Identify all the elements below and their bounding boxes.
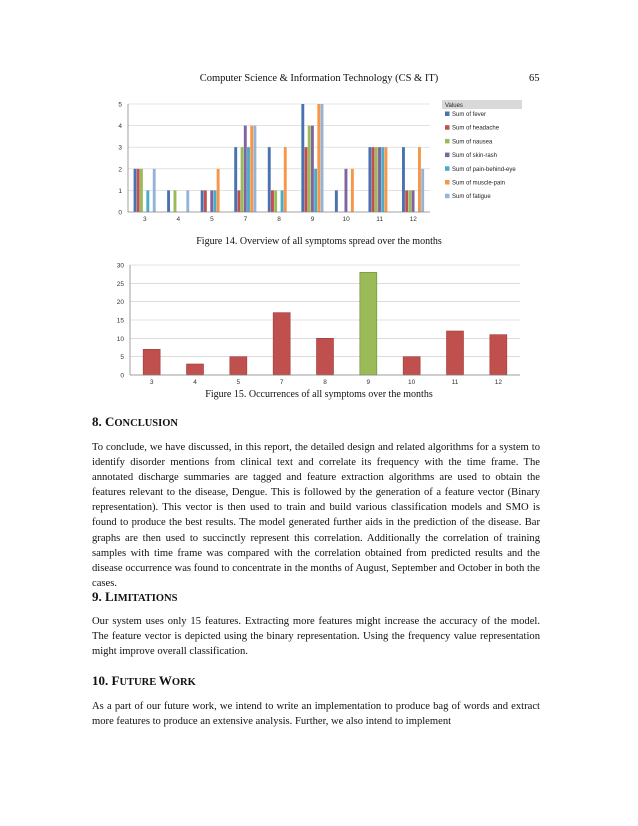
legend-swatch xyxy=(445,125,450,130)
x-tick-label: 7 xyxy=(279,379,284,386)
x-tick-label: 7 xyxy=(243,216,248,223)
legend-swatch xyxy=(445,166,450,171)
bar xyxy=(305,147,308,212)
y-tick-label: 5 xyxy=(120,354,124,362)
section-heading-limitations: 9. LIMITATIONS xyxy=(92,589,178,604)
section-heading-conclusion: 8. CONCLUSION xyxy=(92,414,178,429)
x-tick-label: 9 xyxy=(310,216,315,223)
bar xyxy=(230,357,247,375)
bar xyxy=(241,147,244,212)
x-tick-label: 12 xyxy=(409,216,417,223)
legend-swatch xyxy=(445,112,450,117)
legend-title: Values xyxy=(445,103,463,109)
x-tick-label: 8 xyxy=(277,216,281,223)
bar xyxy=(244,126,247,212)
bar xyxy=(284,147,287,212)
y-tick-label: 10 xyxy=(116,335,124,343)
y-tick-label: 25 xyxy=(116,280,124,288)
x-tick-label: 3 xyxy=(149,379,154,386)
y-tick-label: 1 xyxy=(118,187,122,195)
y-tick-label: 15 xyxy=(116,317,124,325)
x-tick-label: 9 xyxy=(366,379,371,386)
bar xyxy=(335,190,338,212)
bar xyxy=(281,190,284,212)
legend-label: Sum of muscle-pain xyxy=(452,180,506,187)
legend-swatch xyxy=(445,153,450,158)
y-tick-label: 0 xyxy=(120,372,124,380)
bar xyxy=(412,190,415,212)
bar xyxy=(146,190,149,212)
y-tick-label: 0 xyxy=(118,209,122,217)
x-tick-label: 5 xyxy=(236,379,241,386)
bar xyxy=(368,147,371,212)
y-tick-label: 3 xyxy=(118,144,122,152)
bar xyxy=(268,147,271,212)
x-tick-label: 10 xyxy=(408,379,416,386)
bar xyxy=(351,169,354,212)
x-tick-label: 12 xyxy=(494,379,502,386)
bar xyxy=(247,147,250,212)
bar xyxy=(372,147,375,212)
legend-label: Sum of fever xyxy=(452,112,487,118)
bar xyxy=(402,147,405,212)
bar xyxy=(384,147,387,212)
x-tick-label: 8 xyxy=(323,379,327,386)
bar xyxy=(187,364,204,375)
y-tick-label: 4 xyxy=(118,123,122,131)
y-tick-label: 2 xyxy=(118,166,122,174)
bar xyxy=(378,147,381,212)
bar xyxy=(308,126,311,212)
bar xyxy=(217,169,220,212)
bar xyxy=(273,313,290,375)
legend-label: Sum of headache xyxy=(452,125,500,132)
bar xyxy=(403,357,420,375)
bar xyxy=(421,169,424,212)
bar xyxy=(167,190,170,212)
x-tick-label: 3 xyxy=(142,216,147,223)
bar xyxy=(201,190,204,212)
bar xyxy=(237,190,240,212)
limitations-paragraph: Our system uses only 15 features. Extracting more features might increase the accuracy of the model. The feature vector is depicted using the binary representation. Using the frequency value representation might improve overall classification. xyxy=(92,616,540,658)
legend-swatch xyxy=(445,180,450,185)
bar xyxy=(345,169,348,212)
x-tick-label: 5 xyxy=(210,216,214,223)
figure15-caption: Figure 15. Occurrences of all symptoms over the months xyxy=(205,389,433,400)
bar xyxy=(234,147,237,212)
x-tick-label: 10 xyxy=(342,216,350,223)
page-number: 65 xyxy=(529,73,540,84)
bar xyxy=(137,169,140,212)
bar xyxy=(186,190,189,212)
bar xyxy=(375,147,378,212)
bar xyxy=(250,126,253,212)
bar xyxy=(204,190,207,212)
bar xyxy=(360,272,377,375)
section-heading-future-work: 10. FUTURE WORK xyxy=(92,673,196,688)
y-tick-label: 30 xyxy=(116,262,124,270)
bar xyxy=(447,331,464,375)
bar xyxy=(174,190,177,212)
bar xyxy=(408,190,411,212)
symptoms-overview-chart xyxy=(108,94,528,228)
bar xyxy=(405,190,408,212)
running-header: Computer Science & Information Technology (CS & IT) xyxy=(199,73,439,84)
bar xyxy=(311,126,314,212)
bar xyxy=(153,169,156,212)
legend-swatch xyxy=(445,194,450,199)
bar xyxy=(143,349,160,375)
x-tick-label: 4 xyxy=(176,216,181,223)
bar xyxy=(301,104,304,212)
bar xyxy=(213,190,216,212)
bar xyxy=(314,169,317,212)
legend-label: Sum of pain-behind-eye xyxy=(452,166,516,173)
bar xyxy=(271,190,274,212)
bar xyxy=(134,169,137,212)
x-tick-label: 11 xyxy=(376,216,384,223)
bar xyxy=(321,104,324,212)
future-work-paragraph: As a part of our future work, we intend to write an implementation to produce bag of words and extract more features to produce an extensive analysis. Further, we also intend to implement xyxy=(92,701,540,728)
bar xyxy=(490,335,507,375)
y-tick-label: 5 xyxy=(118,101,122,109)
legend-swatch xyxy=(445,139,450,144)
y-tick-label: 20 xyxy=(116,299,124,307)
x-tick-label: 11 xyxy=(451,379,459,386)
bar xyxy=(210,190,213,212)
x-tick-label: 4 xyxy=(193,379,197,386)
bar xyxy=(140,169,143,212)
bar xyxy=(381,147,384,212)
legend-label: Sum of fatigue xyxy=(452,194,491,201)
conclusion-paragraph: To conclude, we have discussed, in this report, the detailed design and related algorithms for a system to identify disorder mentions from clinical text and correlate its frequency with the time frame. The annotated discharge summaries are tagged and feature extraction algorithms are used to obtain the features relevant to the disease, Dengue. This is followed by the generation of a feature vector (Binary representation). This vector is then used to train and build various classification models and SMO is found to produce the best results. The model generated further aids in the prediction of the disease. Bar graphs are then used to succinctly represent this correlation. Additionally the correlation of training samples with time frame was compared with the correlation obtained from predicted results and the disease occurrence was found to concentrate in the months of August, September and October in both the cases. xyxy=(92,442,540,589)
figure14-caption: Figure 14. Overview of all symptoms spread over the months xyxy=(196,236,442,247)
bar xyxy=(253,126,256,212)
bar xyxy=(317,338,334,375)
occurrences-chart xyxy=(108,258,528,388)
bar xyxy=(317,104,320,212)
legend-label: Sum of skin-rash xyxy=(452,153,498,160)
bar xyxy=(274,190,277,212)
bar xyxy=(418,147,421,212)
legend-label: Sum of nausea xyxy=(452,139,493,146)
